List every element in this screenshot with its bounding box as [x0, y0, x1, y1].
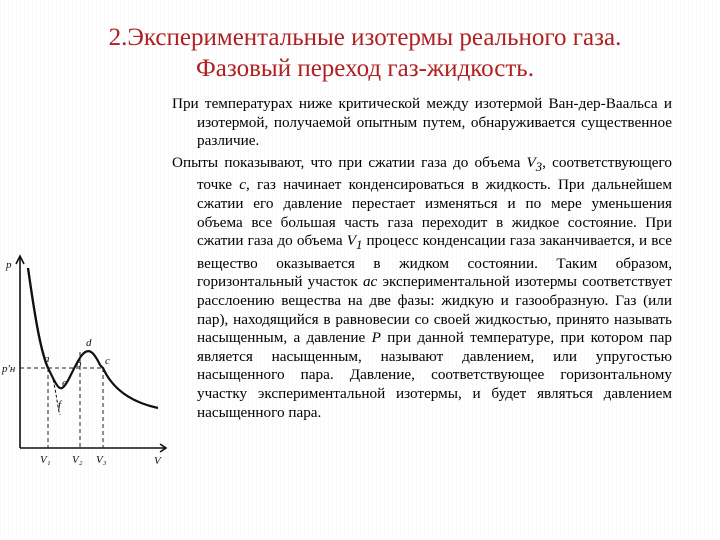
axis-v-label: V	[154, 455, 161, 467]
paragraph-2	[172, 154, 672, 422]
paragraph-2-text-b: , соответствующего точке	[197, 153, 672, 194]
volume-v1-sub: 1	[356, 238, 363, 253]
v1-label: V₁	[40, 454, 51, 466]
isotherm-diagram	[0, 240, 172, 485]
isotherm-figure	[0, 240, 172, 485]
v3-label: V₃	[96, 454, 107, 466]
axes	[16, 256, 166, 452]
paragraph-2-text-d: процесс конденсации газа заканчивается, и все вещество оказывается в жидком состоянии. Таким образом, горизонтальный участок	[197, 232, 672, 291]
paragraph-2-text-e: экспериментальной изотермы соответствует расслоению вещества на две фазы: жидкую и газообразную. Газ (или пар), находящийся в равновесии со своей жидкостью, принято называть насыщенным, а давление	[197, 273, 672, 347]
point-c-ref: c	[239, 176, 246, 194]
point-f-label: f	[58, 399, 62, 411]
slide-title	[40, 22, 690, 84]
dashed-guides	[20, 352, 103, 448]
v2-label: V₂	[72, 454, 83, 466]
point-d-label: d	[86, 337, 92, 349]
volume-v1: V	[346, 232, 357, 250]
pn-label: p'н	[2, 363, 16, 375]
point-e-label: e	[62, 377, 67, 389]
volume-v3-sub: 3	[535, 159, 543, 174]
point-a-label: a	[44, 353, 50, 365]
point-b-label: b	[76, 358, 82, 370]
volume-v3: V	[526, 153, 536, 171]
paragraph-2-text-c: , газ начинает конденсироваться в жидкость. При дальнейшем сжатии его давление перестает изменяться и по мере уменьшения объема все большая часть газа переходит в жидкое состояние. При сжатии газа до объема	[197, 176, 672, 250]
van-der-waals-isotherm	[28, 268, 158, 408]
pressure-p-ref: P	[371, 329, 381, 347]
paragraph-2-text-f: при данной температуре, при котором пар является насыщенным, называют давлением, или упругостью насыщенного пара. Давление, соответствующее горизонтальному участку экспериментальной изотермы, и будет являться давлением насыщенного пара.	[197, 329, 672, 421]
body-text	[172, 95, 672, 425]
segment-ac-ref: ac	[362, 273, 378, 291]
slide-title-line-1: 2.Экспериментальные изотермы реального газа.	[108, 24, 622, 51]
paragraph-2-text-a: Опыты показывают, что при сжатии газа до объема	[172, 153, 527, 171]
axis-p-label: p	[6, 259, 12, 271]
point-c-label: c	[105, 355, 110, 367]
slide-title-line-2: Фазовый переход газ-жидкость.	[196, 55, 534, 82]
paragraph-1: При температурах ниже критической между изотермой Ван-дер-Ваальса и изотермой, получаемой опытным путем, обнаруживается существенное различие.	[172, 95, 672, 150]
